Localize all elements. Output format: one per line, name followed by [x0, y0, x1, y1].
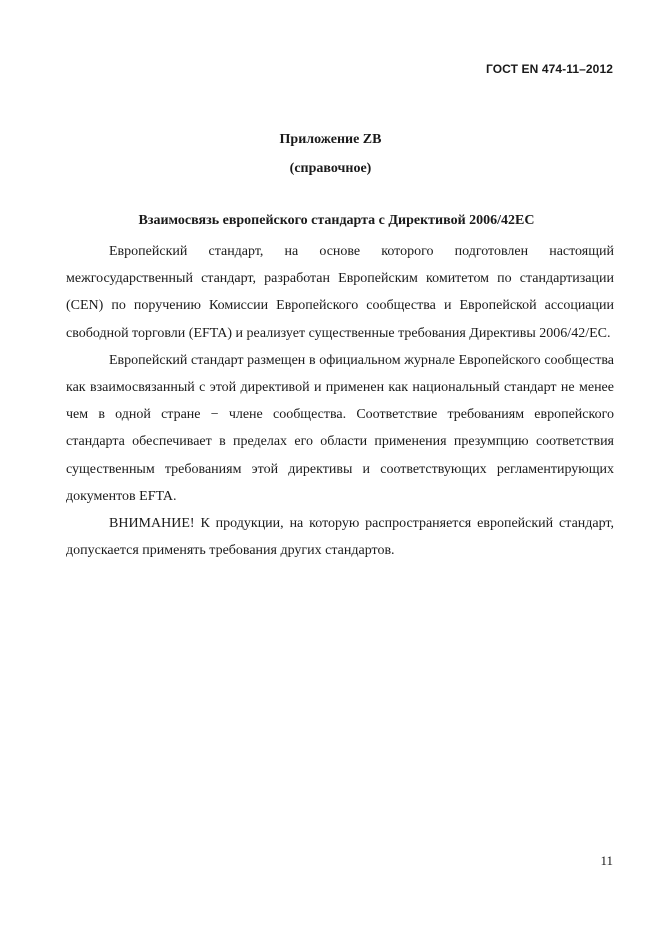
annex-subtitle: (справочное)	[289, 161, 372, 176]
page-number: 11	[600, 853, 613, 868]
paragraph-1: Европейский стандарт, на основе которого подготовлен настоящий межгосударственный стандарт, разработан Европейским комитетом по стандартизации (CEN) по поручению Комиссии Европейского сообщества и Европейской ассоциации свободной торговли (EFTA) и реализует существенные требования Директивы 2006/42/EC.	[66, 244, 614, 341]
paragraph-3: ВНИМАНИЕ! К продукции, на которую распространяется европейский стандарт, допускается применять требования других стандартов.	[66, 516, 614, 559]
paragraph-2: Европейский стандарт размещен в официальном журнале Европейского сообщества как взаимосвязанный с этой директивой и применен как национальный стандарт не менее чем в одной стране − члене сообщества. Соответствие требованиям европейского стандарта обеспечивает в пределах его области применения презумпцию соответствия существенным требованиям этой директивы и соответствующих регламентирующих документов EFTA.	[66, 352, 614, 504]
section-heading: Взаимосвязь европейского стандарта с Директивой 2006/42ЕС	[138, 213, 535, 228]
document-code: ГОСТ EN 474-11–2012	[486, 62, 613, 76]
body-text	[66, 238, 614, 564]
annex-title: Приложение ZB	[279, 132, 382, 147]
